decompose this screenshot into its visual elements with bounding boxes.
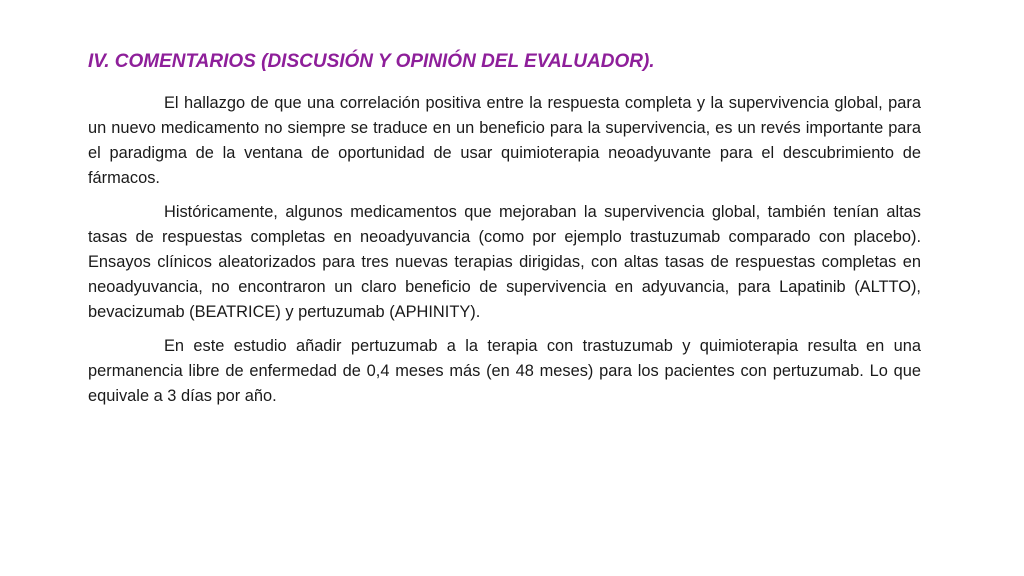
paragraph-1: El hallazgo de que una correlación positiva entre la respuesta completa y la supervivencia global, para un nuevo medicamento no siempre se traduce en un beneficio para la supervivencia, es un revés importante para el paradigma de la ventana de oportunidad de usar quimioterapia neoadyuvante para el descubrimiento de fármacos. [88, 94, 921, 187]
paragraph-3: En este estudio añadir pertuzumab a la terapia con trastuzumab y quimioterapia resulta en una permanencia libre de enfermedad de 0,4 meses más (en 48 meses) para los pacientes con pertuzumab. Lo que equivale a 3 días por año. [88, 337, 921, 405]
paragraph-2: Históricamente, algunos medicamentos que mejoraban la supervivencia global, también tenían altas tasas de respuestas completas en neoadyuvancia (como por ejemplo trastuzumab comparado con placebo). Ensayos clínicos aleatorizados para tres nuevas terapias dirigidas, con altas tasas de respuestas completas en neoadyuvancia, no encontraron un claro beneficio de supervivencia en adyuvancia, para Lapatinib (ALTTO), bevacizumab (BEATRICE) y pertuzumab (APHINITY). [88, 203, 921, 321]
slide-heading: IV. COMENTARIOS (DISCUSIÓN Y OPINIÓN DEL EVALUADOR). [88, 51, 655, 72]
slide-body [88, 91, 921, 418]
